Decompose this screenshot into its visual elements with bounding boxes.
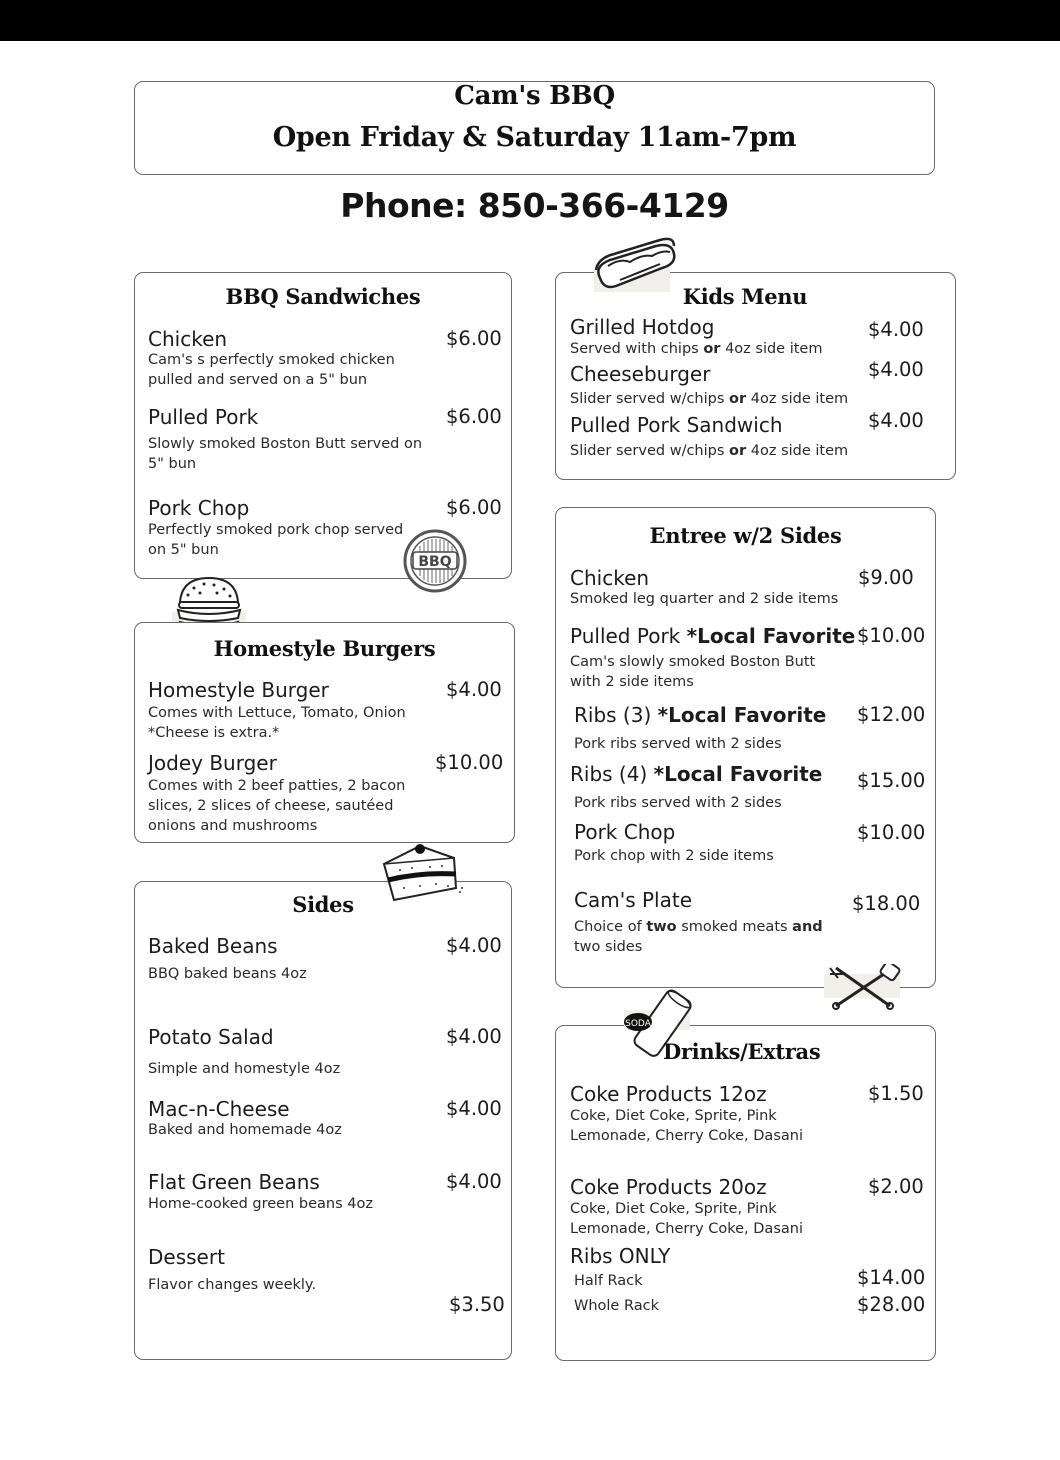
menu-item-name: Pork Chop xyxy=(148,496,250,520)
menu-item-price: $4.00 xyxy=(446,1170,502,1193)
menu-item-name: Cheeseburger xyxy=(570,362,711,386)
menu-item-desc: Baked and homemade 4oz xyxy=(148,1122,342,1138)
menu-item-desc: BBQ baked beans 4oz xyxy=(148,966,307,982)
menu-item-price: $14.00 xyxy=(857,1266,926,1289)
menu-item-name: Grilled Hotdog xyxy=(570,315,715,339)
bbq-grill-badge-icon xyxy=(402,528,468,594)
menu-item-price: $6.00 xyxy=(446,327,502,350)
section-title: Drinks/Extras xyxy=(663,1039,821,1064)
menu-item-name: Chicken xyxy=(148,327,228,351)
menu-item-desc: Pork chop with 2 side items xyxy=(574,848,774,864)
menu-item-name: Whole Rack xyxy=(574,1298,659,1314)
menu-item-price: $4.00 xyxy=(446,934,502,957)
menu-item-desc: Coke, Diet Coke, Sprite, Pink xyxy=(570,1201,777,1217)
local-favorite-tag: *Local Favorite xyxy=(653,762,823,786)
menu-item-desc: Cam's s perfectly smoked chicken xyxy=(148,352,395,368)
section-title: Kids Menu xyxy=(682,284,808,309)
menu-item-desc: Simple and homestyle 4oz xyxy=(148,1061,341,1077)
menu-item-name: Mac-n-Cheese xyxy=(148,1097,290,1121)
menu-item-price: $9.00 xyxy=(858,566,914,589)
menu-item-desc: Home-cooked green beans 4oz xyxy=(148,1196,373,1212)
menu-item-desc: Smoked leg quarter and 2 side items xyxy=(570,591,839,607)
menu-item-desc: Lemonade, Cherry Coke, Dasani xyxy=(570,1128,803,1144)
menu-item-desc: onions and mushrooms xyxy=(148,818,318,834)
menu-item-name: Ribs (4) *Local Favorite xyxy=(570,762,823,786)
opening-hours: Open Friday & Saturday 11am-7pm xyxy=(272,122,797,153)
menu-item-desc: pulled and served on a 5" bun xyxy=(148,372,368,388)
menu-item-name: Coke Products 20oz xyxy=(570,1175,767,1199)
menu-item-price: $12.00 xyxy=(857,703,926,726)
menu-item-desc: Cam's slowly smoked Boston Butt xyxy=(570,654,816,670)
menu-item-name: Potato Salad xyxy=(148,1025,274,1049)
menu-item-desc: Lemonade, Cherry Coke, Dasani xyxy=(570,1221,803,1237)
menu-item-price: $2.00 xyxy=(868,1175,924,1198)
menu-item-desc: Pork ribs served with 2 sides xyxy=(574,736,782,752)
menu-item-name: Baked Beans xyxy=(148,934,278,958)
menu-item-price: $4.00 xyxy=(868,358,924,381)
menu-item-price: $1.50 xyxy=(868,1082,924,1105)
section-title: BBQ Sandwiches xyxy=(225,284,421,309)
menu-item-price: $18.00 xyxy=(852,892,921,915)
menu-item-price: $10.00 xyxy=(857,821,926,844)
fork-spatula-icon xyxy=(824,964,906,1010)
menu-item-name: Homestyle Burger xyxy=(148,678,329,702)
menu-item-desc: Comes with Lettuce, Tomato, Onion xyxy=(148,705,406,721)
menu-item-price: $3.50 xyxy=(449,1293,505,1316)
svg-text:SODA: SODA xyxy=(625,1019,651,1029)
menu-item-name: Dessert xyxy=(148,1245,225,1269)
restaurant-name: Cam's BBQ xyxy=(454,81,615,111)
menu-item-name: Coke Products 12oz xyxy=(570,1082,767,1106)
section-title: Homestyle Burgers xyxy=(213,636,436,661)
menu-item-price: $6.00 xyxy=(446,496,502,519)
menu-item-desc: Served with chips or 4oz side item xyxy=(570,341,823,357)
menu-item-name: Pulled Pork xyxy=(148,405,259,429)
menu-item-name: Jodey Burger xyxy=(148,751,277,775)
menu-item-desc: 5" bun xyxy=(148,456,197,472)
menu-item-desc: Slowly smoked Boston Butt served on xyxy=(148,436,423,452)
menu-item-price: $4.00 xyxy=(446,1025,502,1048)
menu-item-price: $6.00 xyxy=(446,405,502,428)
menu-item-name: Half Rack xyxy=(574,1273,643,1289)
menu-item-desc: Slider served w/chips or 4oz side item xyxy=(570,443,849,459)
top-black-bar xyxy=(0,0,1060,41)
local-favorite-tag: *Local Favorite xyxy=(657,703,827,727)
menu-item-desc: with 2 side items xyxy=(570,674,694,690)
menu-item-desc: Comes with 2 beef patties, 2 bacon xyxy=(148,778,406,794)
menu-item-name: Flat Green Beans xyxy=(148,1170,320,1194)
menu-item-name: Cam's Plate xyxy=(574,888,692,912)
menu-item-price: $4.00 xyxy=(868,318,924,341)
menu-item-desc: on 5" bun xyxy=(148,542,219,558)
menu-item-price: $15.00 xyxy=(857,769,926,792)
ribs-only-heading: Ribs ONLY xyxy=(570,1244,671,1268)
menu-item-name: Ribs (3) *Local Favorite xyxy=(574,703,827,727)
menu-item-desc: Pork ribs served with 2 sides xyxy=(574,795,782,811)
menu-item-price: $10.00 xyxy=(435,751,504,774)
phone-number: Phone: 850-366-4129 xyxy=(340,186,729,225)
section-title: Sides xyxy=(292,892,354,917)
svg-text:BBQ: BBQ xyxy=(418,554,452,570)
menu-item-desc: Perfectly smoked pork chop served xyxy=(148,522,404,538)
local-favorite-tag: *Local Favorite xyxy=(686,624,856,648)
menu-item-price: $4.00 xyxy=(446,678,502,701)
menu-item-desc: *Cheese is extra.* xyxy=(148,725,280,741)
menu-item-price: $4.00 xyxy=(446,1097,502,1120)
menu-item-desc: two sides xyxy=(574,939,643,955)
menu-item-desc: Slider served w/chips or 4oz side item xyxy=(570,391,849,407)
section-title: Entree w/2 Sides xyxy=(649,523,842,548)
menu-item-name: Pulled Pork Sandwich xyxy=(570,413,783,437)
menu-item-price: $10.00 xyxy=(857,624,926,647)
menu-item-desc: Coke, Diet Coke, Sprite, Pink xyxy=(570,1108,777,1124)
menu-item-price: $4.00 xyxy=(868,409,924,432)
menu-item-price: $28.00 xyxy=(857,1293,926,1316)
menu-item-name: Pork Chop xyxy=(574,820,676,844)
menu-item-desc: Flavor changes weekly. xyxy=(148,1277,317,1293)
menu-item-name: Pulled Pork *Local Favorite xyxy=(570,624,856,648)
menu-item-desc: slices, 2 slices of cheese, sautéed xyxy=(148,798,394,814)
menu-item-desc: Choice of two smoked meats and xyxy=(574,919,823,935)
menu-item-name: Chicken xyxy=(570,566,650,590)
